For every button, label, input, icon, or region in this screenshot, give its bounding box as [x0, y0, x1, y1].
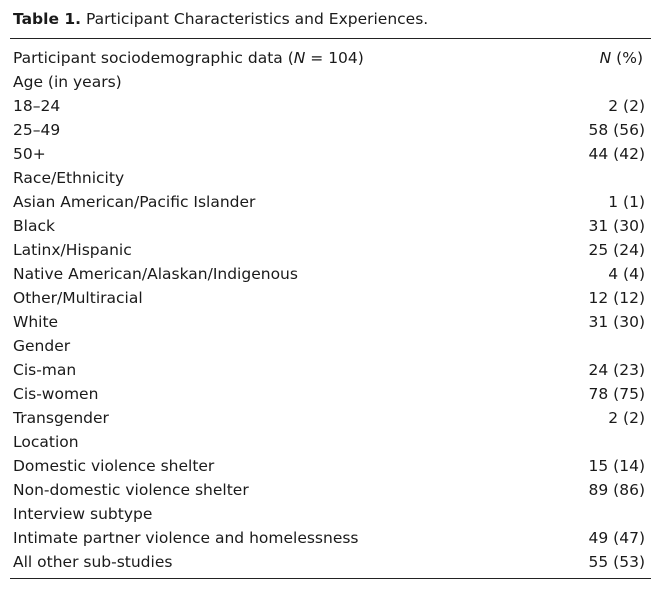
table-section-row: [13, 166, 645, 190]
table-row-value: 2 (2): [608, 409, 645, 427]
table-row-label: Transgender: [13, 409, 109, 427]
table-row-label: Latinx/Hispanic: [13, 241, 132, 259]
table-row-label: Gender: [13, 337, 71, 355]
table-row-label: Race/Ethnicity: [13, 169, 125, 187]
table-row-label: 18–24: [13, 97, 61, 115]
table-row-label: Cis-women: [13, 385, 99, 403]
table-row-label: Location: [13, 433, 79, 451]
table-row-label: 25–49: [13, 121, 61, 139]
table-row-label: 50+: [13, 145, 46, 163]
table-row-value: 2 (2): [608, 97, 645, 115]
table-row-label: Asian American/Pacific Islander: [13, 193, 256, 211]
table-row-label: Other/Multiracial: [13, 289, 143, 307]
table-row: [13, 286, 645, 310]
table-body: [13, 70, 645, 574]
table-header-row: [13, 46, 645, 70]
table-caption-label: Table 1.: [13, 10, 82, 28]
table-row-label: Native American/Alaskan/Indigenous: [13, 265, 298, 283]
table-header-label: Participant sociodemographic data (N = 104): [13, 49, 364, 67]
table-row: [13, 214, 645, 238]
table-bottom-rule: [10, 578, 651, 579]
table-row-value: 12 (12): [588, 289, 645, 307]
table-top-rule: [10, 38, 651, 39]
table-row-value: 25 (24): [588, 241, 645, 259]
table-row-label: Cis-man: [13, 361, 77, 379]
table-row: [13, 262, 645, 286]
table-row-value: 15 (14): [588, 457, 645, 475]
table-row: [13, 94, 645, 118]
table-row-value: 31 (30): [588, 313, 645, 331]
table-row-label: All other sub-studies: [13, 553, 173, 571]
participant-table: [13, 46, 645, 574]
table-row-value: 89 (86): [588, 481, 645, 499]
table-row: [13, 310, 645, 334]
table-row-value: 1 (1): [608, 193, 645, 211]
table-section-row: [13, 430, 645, 454]
table-row-value: 44 (42): [588, 145, 645, 163]
table-row-value: 78 (75): [588, 385, 645, 403]
table-section-row: [13, 334, 645, 358]
table-row-value: 58 (56): [588, 121, 645, 139]
table-row: [13, 358, 645, 382]
table-row-value: 31 (30): [588, 217, 645, 235]
table-row-label: Age (in years): [13, 73, 122, 91]
table-row-label: Black: [13, 217, 55, 235]
table-row: [13, 454, 645, 478]
table-caption-text: Participant Characteristics and Experiences.: [85, 10, 429, 28]
table-row-label: Intimate partner violence and homelessness: [13, 529, 359, 547]
table-row: [13, 526, 645, 550]
table-row: [13, 142, 645, 166]
table-section-row: [13, 70, 645, 94]
table-row-value: 49 (47): [588, 529, 645, 547]
table-row: [13, 382, 645, 406]
table-row: [13, 118, 645, 142]
table-header-value: N (%): [599, 49, 643, 67]
table-row: [13, 406, 645, 430]
table-row-value: 24 (23): [588, 361, 645, 379]
table-row-label: Interview subtype: [13, 505, 153, 523]
table-row-value: 55 (53): [588, 553, 645, 571]
table-row: [13, 478, 645, 502]
table-row: [13, 238, 645, 262]
table-row-value: 4 (4): [608, 265, 645, 283]
table-row: [13, 190, 645, 214]
table-section-row: [13, 502, 645, 526]
table-caption: [13, 9, 428, 29]
table-row: [13, 550, 645, 574]
table-row-label: White: [13, 313, 59, 331]
table-row-label: Domestic violence shelter: [13, 457, 215, 475]
table-row-label: Non-domestic violence shelter: [13, 481, 249, 499]
